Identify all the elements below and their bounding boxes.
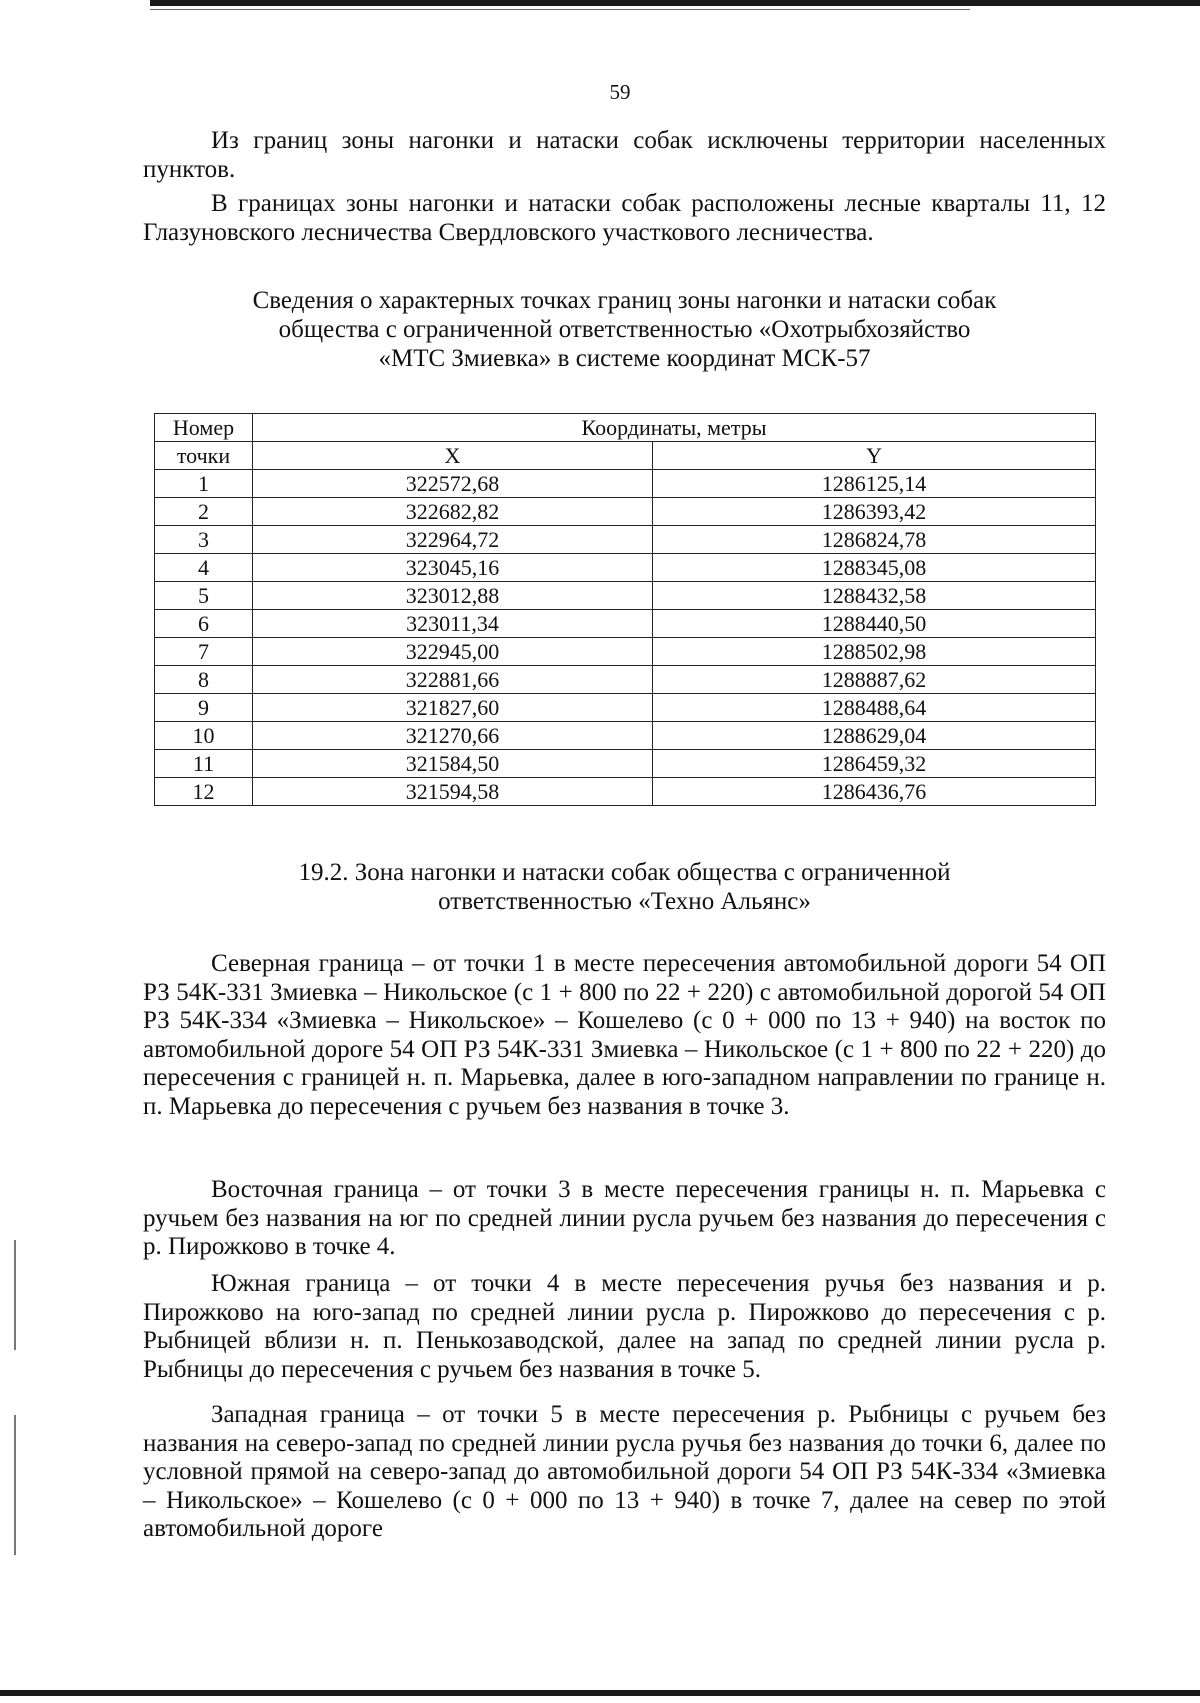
table-row: [155, 526, 1096, 554]
point-number-cell: 10: [155, 722, 253, 750]
table-row: [155, 554, 1096, 582]
header-point-number: Номер: [155, 414, 253, 442]
x-coordinate-cell: 323012,88: [253, 582, 653, 610]
y-coordinate-cell: 1288488,64: [653, 694, 1096, 722]
table-row: [155, 638, 1096, 666]
body-paragraph-east: Восточная граница – от точки 3 в месте пересечения границы н. п. Марьевка с ручьем без названия на юг по средней линии русла ручьем без названия до пересечения с р. Пирожково в точке 4.: [143, 1176, 1106, 1260]
table-row: [155, 498, 1096, 526]
y-coordinate-cell: 1288502,98: [653, 638, 1096, 666]
point-number-cell: 8: [155, 666, 253, 694]
scan-top-border: [150, 0, 1200, 6]
point-number-cell: 12: [155, 778, 253, 806]
header-y: Y: [653, 442, 1096, 470]
table-row: [155, 694, 1096, 722]
body-paragraph-north: Северная граница – от точки 1 в месте пересечения автомобильной дороги 54 ОП РЗ 54К-331 Змиевка – Никольское (с 1 + 800 по 22 + 220) с автомобильной дорогой 54 ОП РЗ 54К-334 «Змиевка – Никольское» – Кошелево (с 0 + 000 по 13 + 940) на восток по автомобильной дороге 54 ОП РЗ 54К-331 Змиевка – Никольское (с 1 + 800 по 22 + 220) до пересечения с границей н. п. Марьевка, далее в юго-западном направлении по границе н. п. Марьевка до пересечения с ручьем без названия в точке 3.: [143, 950, 1106, 1120]
table-header-row: [155, 442, 1096, 470]
scan-bottom-border: [0, 1690, 1200, 1696]
scan-top-line: [150, 9, 970, 10]
y-coordinate-cell: 1286125,14: [653, 470, 1096, 498]
point-number-cell: 6: [155, 610, 253, 638]
x-coordinate-cell: 322881,66: [253, 666, 653, 694]
point-number-cell: 11: [155, 750, 253, 778]
header-x: X: [253, 442, 653, 470]
table-caption-line: общества с ограниченной ответственностью «Охотрыбхозяйство: [278, 316, 971, 343]
section-heading-line: ответственностью «Техно Альянс»: [438, 888, 811, 915]
x-coordinate-cell: 323045,16: [253, 554, 653, 582]
table-row: [155, 750, 1096, 778]
table-header-row: [155, 414, 1096, 442]
x-coordinate-cell: 321270,66: [253, 722, 653, 750]
x-coordinate-cell: 322682,82: [253, 498, 653, 526]
y-coordinate-cell: 1286824,78: [653, 526, 1096, 554]
y-coordinate-cell: 1288432,58: [653, 582, 1096, 610]
x-coordinate-cell: 321584,50: [253, 750, 653, 778]
table-caption-line: Сведения о характерных точках границ зоны нагонки и натаски собак: [252, 287, 997, 314]
body-paragraph-west: Западная граница – от точки 5 в месте пересечения р. Рыбницы с ручьем без названия на северо-запад по средней линии русла ручья без названия до точки 6, далее по условной прямой на северо-запад до автомобильной дороги 54 ОП РЗ 54К-334 «Змиевка – Никольское» – Кошелево (с 0 + 000 по 13 + 940) в точке 7, далее на север по этой автомобильной дороге: [143, 1401, 1106, 1542]
y-coordinate-cell: 1286459,32: [653, 750, 1096, 778]
table-row: [155, 722, 1096, 750]
header-point-number: точки: [155, 442, 253, 470]
table-row: [155, 470, 1096, 498]
x-coordinate-cell: 322572,68: [253, 470, 653, 498]
table-caption: [143, 286, 1106, 373]
point-number-cell: 3: [155, 526, 253, 554]
y-coordinate-cell: 1288440,50: [653, 610, 1096, 638]
point-number-cell: 9: [155, 694, 253, 722]
x-coordinate-cell: 322964,72: [253, 526, 653, 554]
point-number-cell: 4: [155, 554, 253, 582]
point-number-cell: 5: [155, 582, 253, 610]
y-coordinate-cell: 1286393,42: [653, 498, 1096, 526]
y-coordinate-cell: 1288345,08: [653, 554, 1096, 582]
coordinates-table: [154, 413, 1096, 806]
page-number: 59: [609, 80, 631, 104]
intro-paragraph: В границах зоны нагонки и натаски собак расположены лесные кварталы 11, 12 Глазуновского лесничества Свердловского участкового лесничества.: [143, 190, 1106, 246]
x-coordinate-cell: 323011,34: [253, 610, 653, 638]
table-caption-line: «МТС Змиевка» в системе координат МСК-57: [378, 345, 871, 372]
x-coordinate-cell: 322945,00: [253, 638, 653, 666]
x-coordinate-cell: 321594,58: [253, 778, 653, 806]
y-coordinate-cell: 1286436,76: [653, 778, 1096, 806]
scan-mark: [14, 1415, 16, 1555]
table-row: [155, 610, 1096, 638]
section-heading: [143, 858, 1106, 916]
point-number-cell: 1: [155, 470, 253, 498]
table-row: [155, 582, 1096, 610]
section-heading-line: 19.2. Зона нагонки и натаски собак общества с ограниченной: [298, 859, 951, 886]
point-number-cell: 7: [155, 638, 253, 666]
point-number-cell: 2: [155, 498, 253, 526]
table-row: [155, 666, 1096, 694]
scan-mark: [14, 1240, 16, 1350]
intro-paragraph: Из границ зоны нагонки и натаски собак исключены территории населенных пунктов.: [143, 127, 1106, 183]
body-paragraph-south: Южная граница – от точки 4 в месте пересечения ручья без названия и р. Пирожково на юго-запад по средней линии русла р. Пирожково до пересечения с р. Рыбницей вблизи н. п. Пенькозаводской, далее на запад по средней линии русла р. Рыбницы до пересечения с ручьем без названия в точке 5.: [143, 1270, 1106, 1383]
y-coordinate-cell: 1288887,62: [653, 666, 1096, 694]
table-row: [155, 778, 1096, 806]
y-coordinate-cell: 1288629,04: [653, 722, 1096, 750]
header-coordinates: Координаты, метры: [253, 414, 1096, 442]
x-coordinate-cell: 321827,60: [253, 694, 653, 722]
